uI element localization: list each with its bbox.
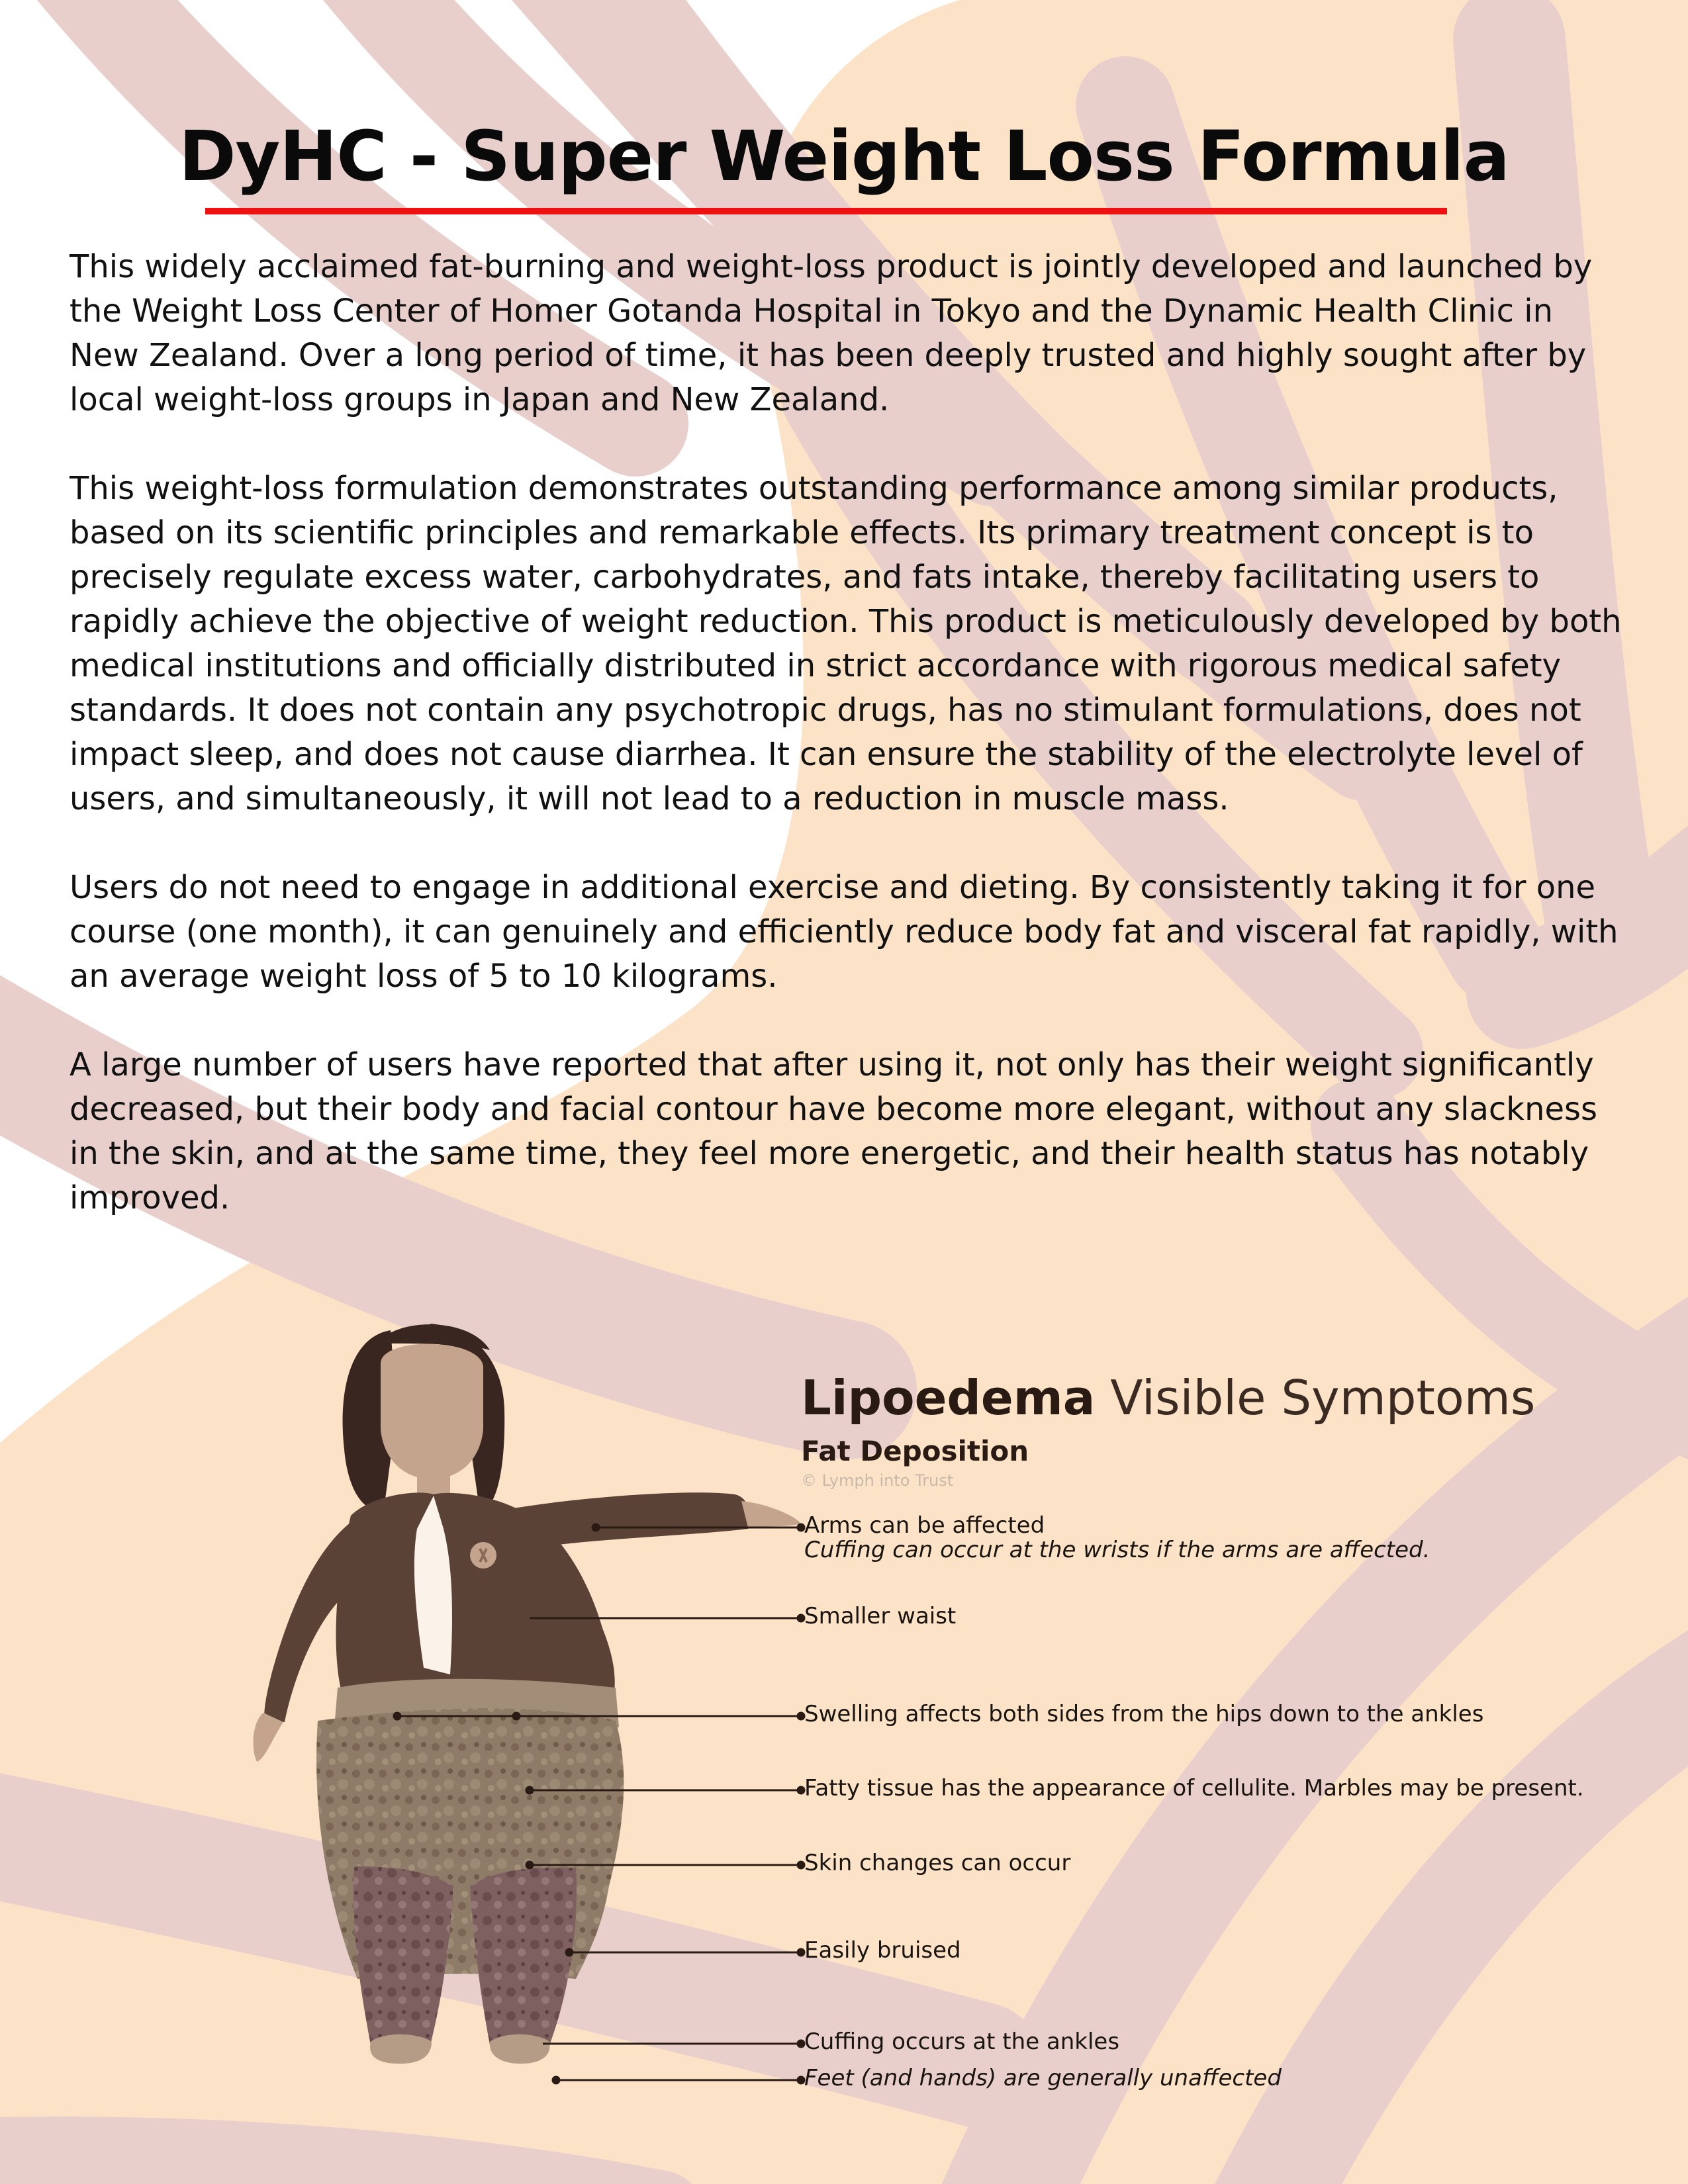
figure-copyright: © Lymph into Trust (801, 1471, 954, 1490)
figure-subtitle: Fat Deposition (801, 1435, 1029, 1467)
face (381, 1344, 483, 1479)
label-feet: Feet (and hands) are generally unaffected (804, 2065, 1282, 2091)
page-title: DyHC - Super Weight Loss Formula (179, 116, 1509, 197)
title-underline (205, 208, 1447, 214)
body-text (70, 245, 1632, 1265)
paragraph: This weight-loss formulation demonstrates outstanding performance among similar products, based on its scientific principles and remarkable effects. Its primary treatment concept is to precisely regulate excess water, carbohydrates, and fats intake, thereby facilitating users to rapidly achieve the objective of weight reduction. This product is meticulously developed by both medical institutions and officially distributed in strict accordance with rigorous medical safety standards. It does not contain any psychotropic drugs, has no stimulant formulations, does not impact sleep, and does not cause diarrhea. It can ensure the stability of the electrolyte level of users, and simultaneously, it will not lead to a reduction in muscle mass. (70, 470, 1622, 817)
label-bruised: Easily bruised (804, 1937, 961, 1964)
figure-title-bold: Lipoedema (801, 1370, 1096, 1426)
paragraph: This widely acclaimed fat-burning and weight-loss product is jointly developed and launched by the Weight Loss Center of Homer Gotanda Hospital in Tokyo and the Dynamic Health Clinic in New Zealand. Over a long period of time, it has been deeply trusted and highly sought after by local weight-loss groups in Japan and New Zealand. (70, 248, 1593, 418)
label-ankles: Cuffing occurs at the ankles (804, 2028, 1120, 2055)
paragraph: A large number of users have reported that after using it, not only has their weight significantly decreased, but their body and facial contour have become more elegant, without any slackness in the skin, and at the same time, they feel more energetic, and their health status has notably improved. (70, 1046, 1598, 1216)
label-swelling: Swelling affects both sides from the hips down to the ankles (804, 1701, 1484, 1727)
label-wrists: Cuffing can occur at the wrists if the arms are affected. (804, 1537, 1430, 1563)
label-skin: Skin changes can occur (804, 1850, 1071, 1876)
figure-title (801, 1370, 1535, 1426)
lipoedema-figure (218, 1317, 1584, 2138)
paragraph: Users do not need to engage in additional exercise and dieting. By consistently taking it for one course (one month), it can genuinely and efficiently reduce body fat and visceral fat rapidly, with an average weight loss of 5 to 10 kilograms. (70, 869, 1618, 995)
extended-arm (510, 1492, 751, 1549)
figure-title-rest: Visible Symptoms (1095, 1370, 1536, 1426)
label-waist: Smaller waist (804, 1603, 957, 1629)
label-arms: Arms can be affected (804, 1512, 1045, 1539)
label-fatty-tissue: Fatty tissue has the appearance of cellulite. Marbles may be present. (804, 1775, 1584, 1801)
